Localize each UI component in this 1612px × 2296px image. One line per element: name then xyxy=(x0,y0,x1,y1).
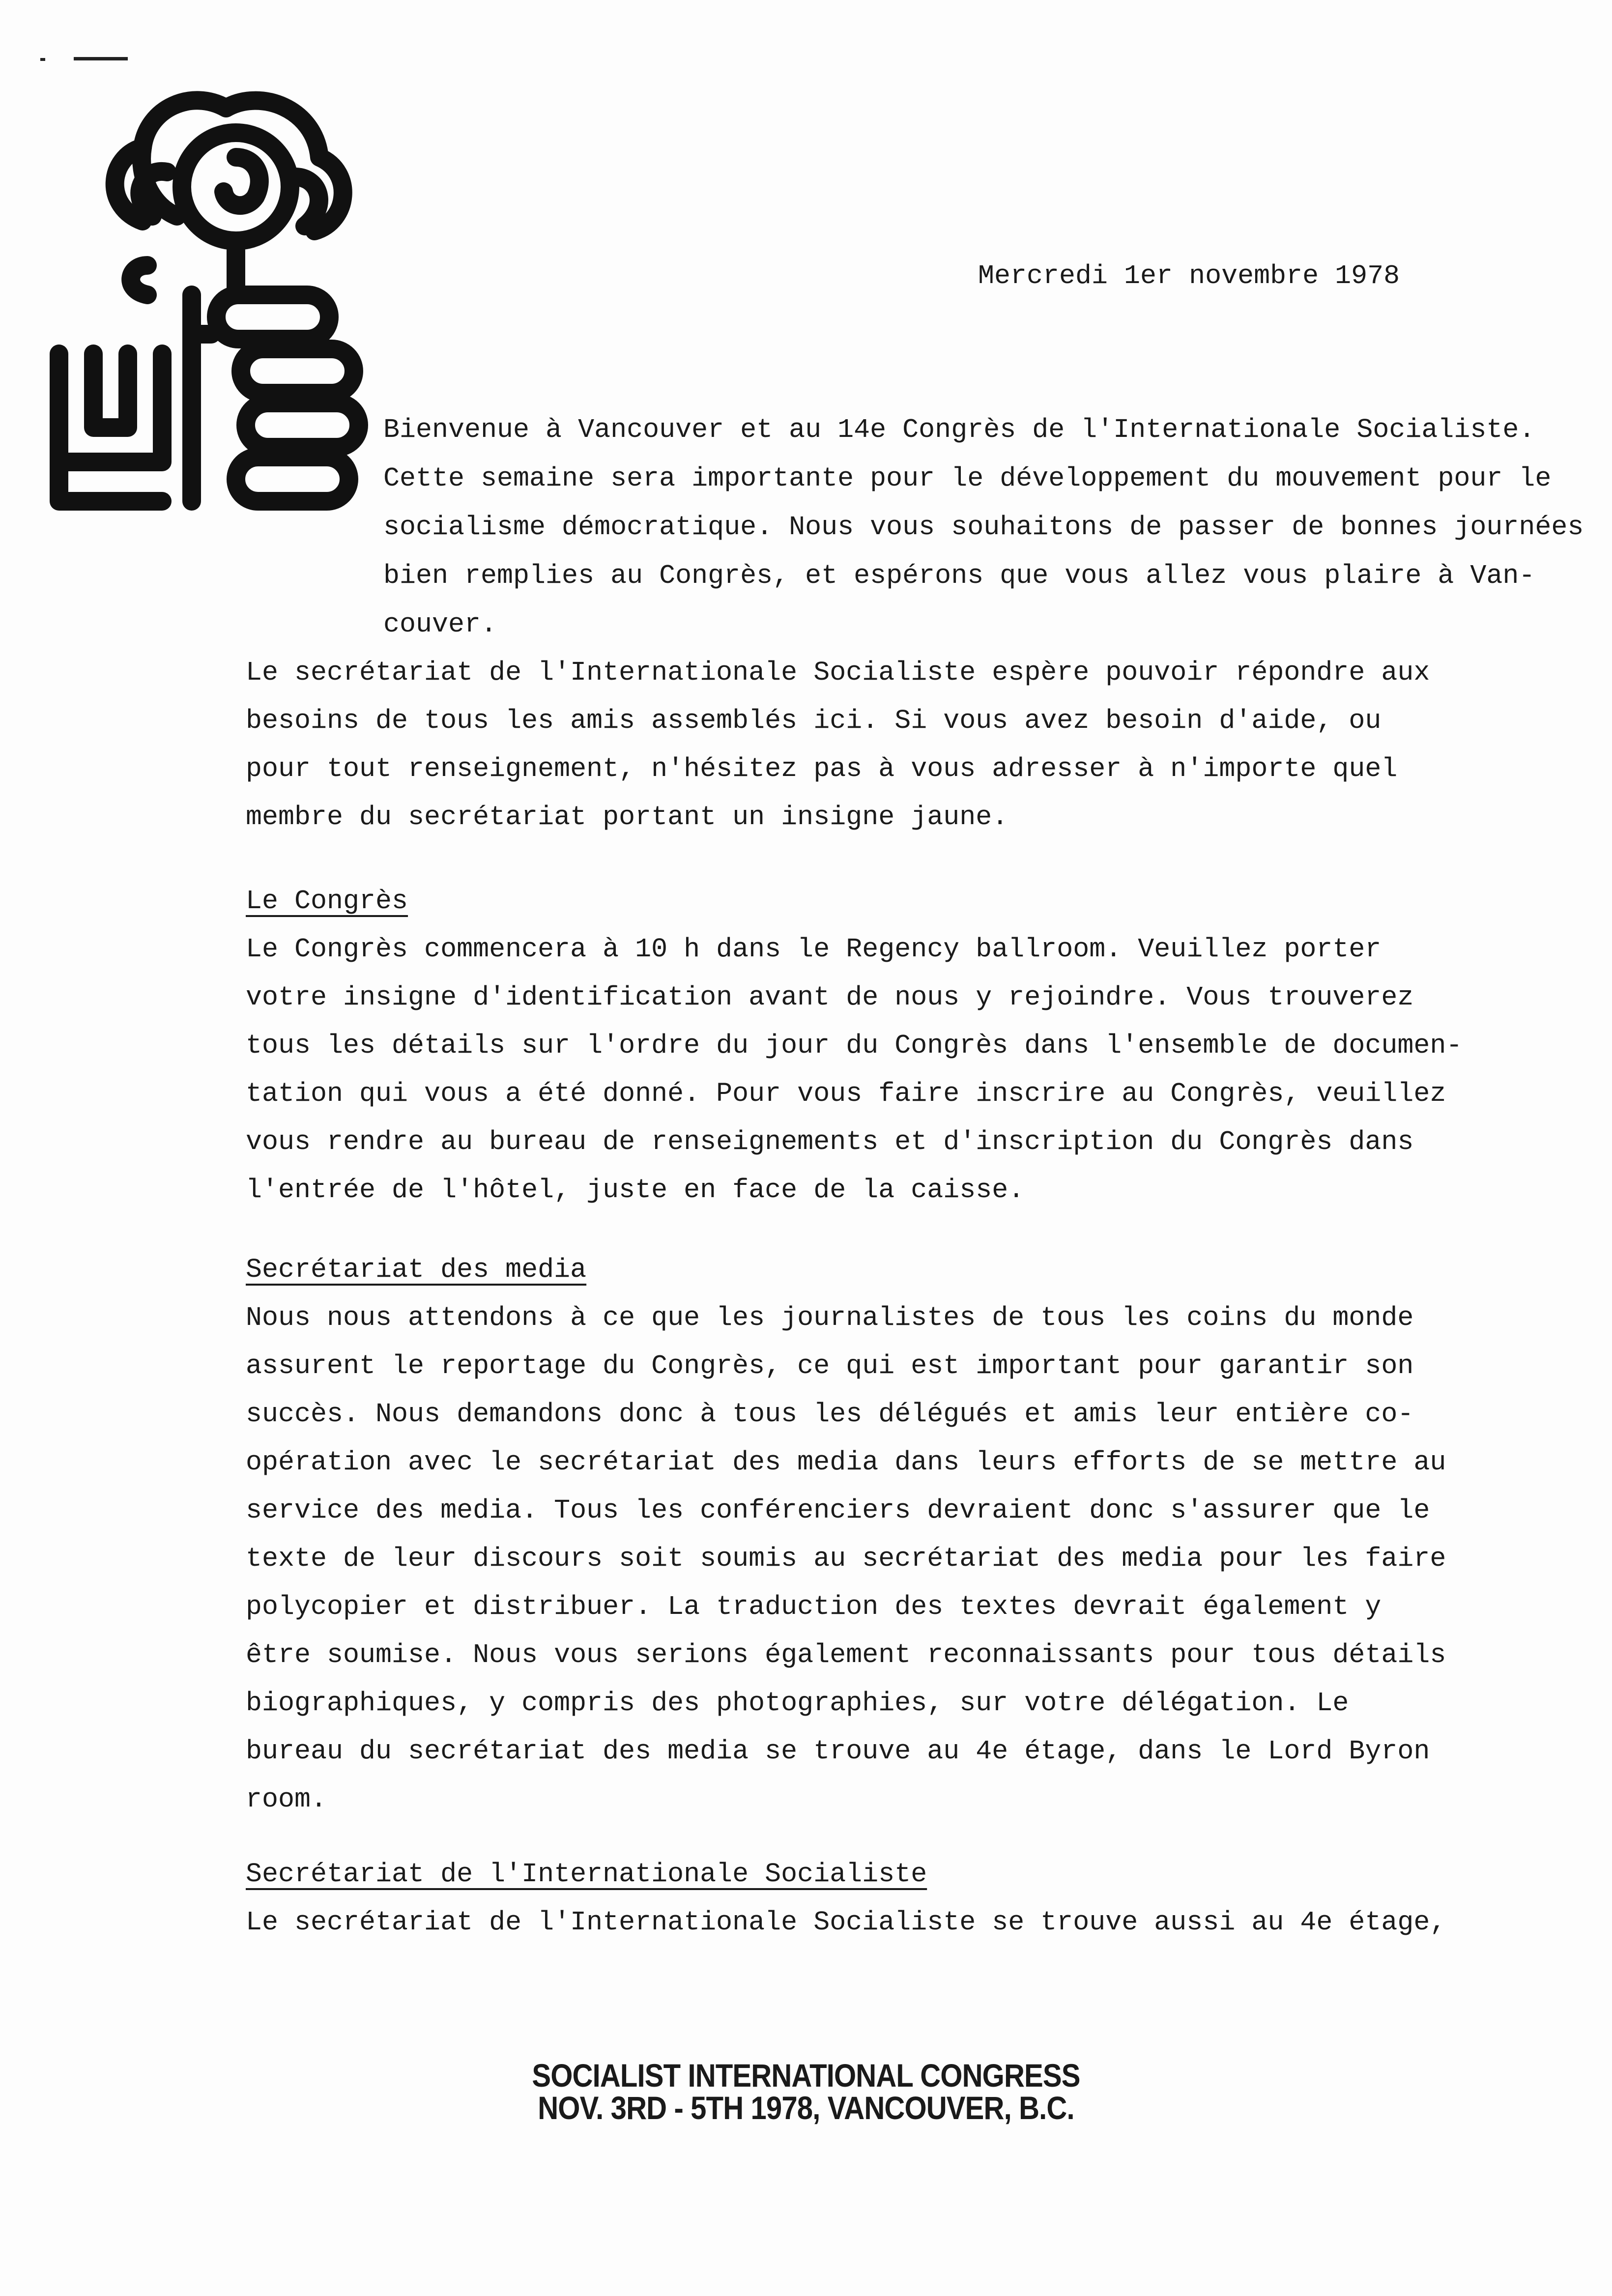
text-line: Cette semaine sera importante pour le développement du mouvement pour le xyxy=(383,463,1552,494)
letterhead-footer xyxy=(97,2059,1515,2124)
text-line: assurent le reportage du Congrès, ce qui est important pour garantir son xyxy=(246,1350,1414,1381)
media-section xyxy=(246,1246,1533,1824)
text-line: service des media. Tous les conférenciers devraient donc s'assurer que le xyxy=(246,1495,1430,1526)
text-line: socialisme démocratique. Nous vous souhaitons de passer de bonnes journées xyxy=(383,512,1584,543)
text-line: l'entrée de l'hôtel, juste en face de la caisse. xyxy=(246,1175,1025,1205)
letter-date: Mercredi 1er novembre 1978 xyxy=(978,260,1400,291)
text-line: succès. Nous demandons donc à tous les délégués et amis leur entière co- xyxy=(246,1399,1414,1430)
text-line: vous rendre au bureau de renseignements et d'inscription du Congrès dans xyxy=(246,1126,1414,1157)
text-line: tous les détails sur l'ordre du jour du Congrès dans l'ensemble de documen- xyxy=(246,1030,1463,1061)
text-line: texte de leur discours soit soumis au secrétariat des media pour les faire xyxy=(246,1543,1446,1574)
text-line: biographiques, y compris des photographies, sur votre délégation. Le xyxy=(246,1688,1349,1719)
text-line: opération avec le secrétariat des media dans leurs efforts de se mettre au xyxy=(246,1447,1446,1478)
text-line: Bienvenue à Vancouver et au 14e Congrès de l'Internationale Socialiste. xyxy=(383,414,1535,445)
congres-section xyxy=(246,877,1533,1214)
section-heading: Secrétariat des media xyxy=(246,1254,587,1285)
text-line: Le secrétariat de l'Internationale Socialiste se trouve aussi au 4e étage, xyxy=(246,1907,1446,1938)
text-line: être soumise. Nous vous serions également reconnaissants pour tous détails xyxy=(246,1639,1446,1670)
is-secretariat-section xyxy=(246,1850,1533,1947)
text-line: votre insigne d'identification avant de nous y rejoindre. Vous trouverez xyxy=(246,982,1414,1013)
text-line: polycopier et distribuer. La traduction des textes devrait également y xyxy=(246,1591,1382,1622)
rose-14-logo-icon xyxy=(29,59,383,550)
text-line: tation qui vous a été donné. Pour vous faire inscrire au Congrès, veuillez xyxy=(246,1078,1446,1109)
section-heading: Secrétariat de l'Internationale Socialiste xyxy=(246,1859,927,1890)
text-line: room. xyxy=(246,1784,327,1815)
text-line: couver. xyxy=(383,609,497,640)
text-line: bien remplies au Congrès, et espérons que vous allez vous plaire à Van- xyxy=(383,560,1535,591)
welcome-paragraph xyxy=(383,405,1587,649)
footer-line: NOV. 3RD - 5TH 1978, VANCOUVER, B.C. xyxy=(538,2090,1074,2126)
text-line: besoins de tous les amis assemblés ici. Si vous avez besoin d'aide, ou xyxy=(246,705,1382,736)
footer-line: SOCIALIST INTERNATIONAL CONGRESS xyxy=(532,2057,1080,2094)
text-line: Nous nous attendons à ce que les journalistes de tous les coins du monde xyxy=(246,1302,1414,1333)
text-line: Le Congrès commencera à 10 h dans le Regency ballroom. Veuillez porter xyxy=(246,934,1382,965)
text-line: pour tout renseignement, n'hésitez pas à vous adresser à n'importe quel xyxy=(246,753,1398,784)
secretariat-help-paragraph xyxy=(246,649,1533,841)
text-line: bureau du secrétariat des media se trouve au 4e étage, dans le Lord Byron xyxy=(246,1736,1430,1767)
text-line: membre du secrétariat portant un insigne jaune. xyxy=(246,802,1008,832)
section-heading: Le Congrès xyxy=(246,886,408,917)
text-line: Le secrétariat de l'Internationale Socialiste espère pouvoir répondre aux xyxy=(246,657,1430,688)
